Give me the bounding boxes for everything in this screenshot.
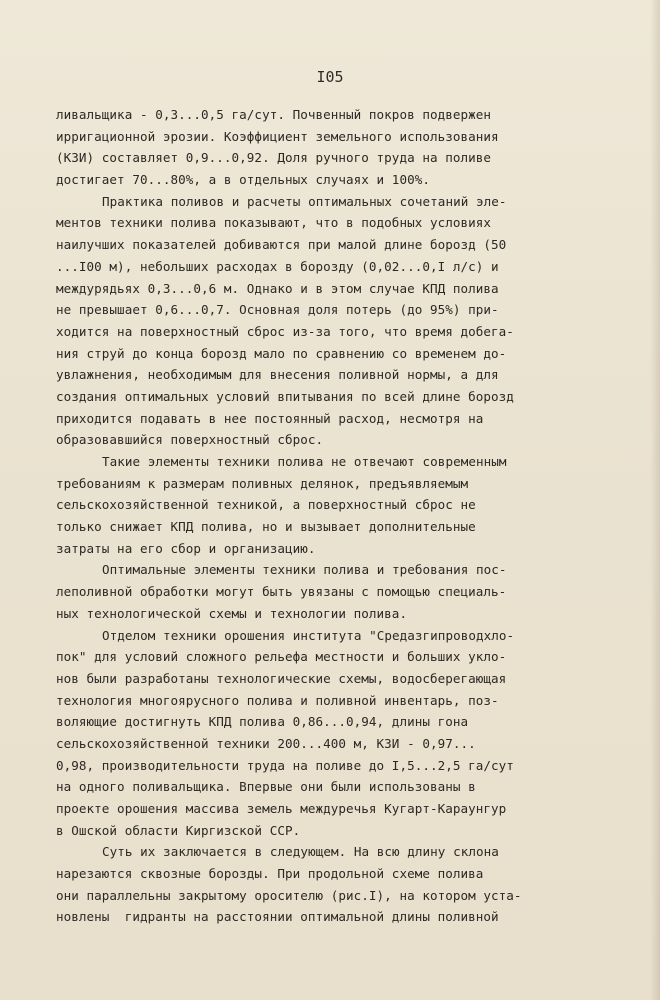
text-line: ходится на поверхностный сброс из-за того, что время добега- xyxy=(56,323,514,339)
text-line: воляющие достигнуть КПД полива 0,86...0,94, длины гона xyxy=(56,714,469,730)
text-line: нарезаются сквозные борозды. При продольной схеме полива xyxy=(56,866,484,882)
text-line: ...I00 м), небольших расходах в борозду (0,02...0,I л/с) и xyxy=(56,258,499,274)
text-line: они параллельны закрытому оросителю (рис.I), на котором уста- xyxy=(56,887,522,903)
text-line: наилучших показателей добиваются при малой длине борозд (50 xyxy=(56,237,507,253)
text-line: на одного поливальщика. Впервые они были использованы в xyxy=(56,779,476,795)
text-line: увлажнения, необходимым для внесения поливной нормы, а для xyxy=(56,367,499,383)
text-line: достигает 70...80%, а в отдельных случаях и 100%. xyxy=(56,172,430,188)
text-line: ирригационной эрозии. Коэффициент земельного использования xyxy=(56,128,499,144)
text-line: создания оптимальных условий впитывания по всей длине борозд xyxy=(56,388,514,404)
text-line: приходится подавать в нее постоянный расход, несмотря на xyxy=(56,410,484,426)
text-line: леполивной обработки могут быть увязаны с помощью специаль- xyxy=(56,584,507,600)
text-line: только снижает КПД полива, но и вызывает дополнительные xyxy=(56,519,476,535)
text-line: ментов техники полива показывают, что в подобных условиях xyxy=(56,215,492,231)
text-line: затраты на его сбор и организацию. xyxy=(56,540,316,556)
text-line: ных технологической схемы и технологии полива. xyxy=(56,605,408,621)
paragraph-start-line: Суть их заключается в следующем. На всю длину склона xyxy=(102,844,499,860)
text-line: сельскохозяйственной техникой, а поверхностный сброс не xyxy=(56,497,476,513)
body-text xyxy=(56,104,636,928)
text-line: пок" для условий сложного рельефа местности и больших укло- xyxy=(56,649,507,665)
text-line: технология многоярусного полива и поливной инвентарь, поз- xyxy=(56,692,499,708)
page-edge-shadow xyxy=(650,0,660,1000)
text-line: новлены гидранты на расстоянии оптимальной длины поливной xyxy=(56,909,499,925)
text-line: нов были разработаны технологические схемы, водосберегающая xyxy=(56,670,507,686)
text-line: в Ошской области Киргизской ССР. xyxy=(56,822,301,838)
paragraph-start-line: Практика поливов и расчеты оптимальных сочетаний эле- xyxy=(102,193,507,209)
paragraph-start-line: Такие элементы техники полива не отвечают современным xyxy=(102,454,507,469)
text-line: 0,98, производительности труда на поливе до I,5...2,5 га/сут xyxy=(56,757,514,773)
text-line: не превышает 0,6...0,7. Основная доля потерь (до 95%) при- xyxy=(56,302,499,318)
paragraph-start-line: Оптимальные элементы техники полива и требования пос- xyxy=(102,562,507,578)
text-line: междурядьях 0,3...0,6 м. Однако и в этом случае КПД полива xyxy=(56,280,499,296)
paragraph-start-line: Отделом техники орошения института "Средазгипроводхлo- xyxy=(102,627,515,643)
text-line: ния струй до конца борозд мало по сравнению со временем до- xyxy=(56,345,507,361)
text-line: требованиям к размерам поливных делянок, предъявляемым xyxy=(56,475,469,491)
text-line: проекте орошения массива земель междуречья Кугарт-Карaунгур xyxy=(56,801,507,816)
text-line: образовавшийся поверхностный сброс. xyxy=(56,432,324,448)
page-number: I05 xyxy=(316,68,344,86)
text-line: ливальщика - 0,3...0,5 га/сут. Почвенный покров подвержен xyxy=(56,107,492,122)
text-line: (КЗИ) составляет 0,9...0,92. Доля ручного труда на поливе xyxy=(56,150,492,166)
text-line: сельскохозяйственной техники 200...400 м, КЗИ - 0,97... xyxy=(56,735,476,751)
